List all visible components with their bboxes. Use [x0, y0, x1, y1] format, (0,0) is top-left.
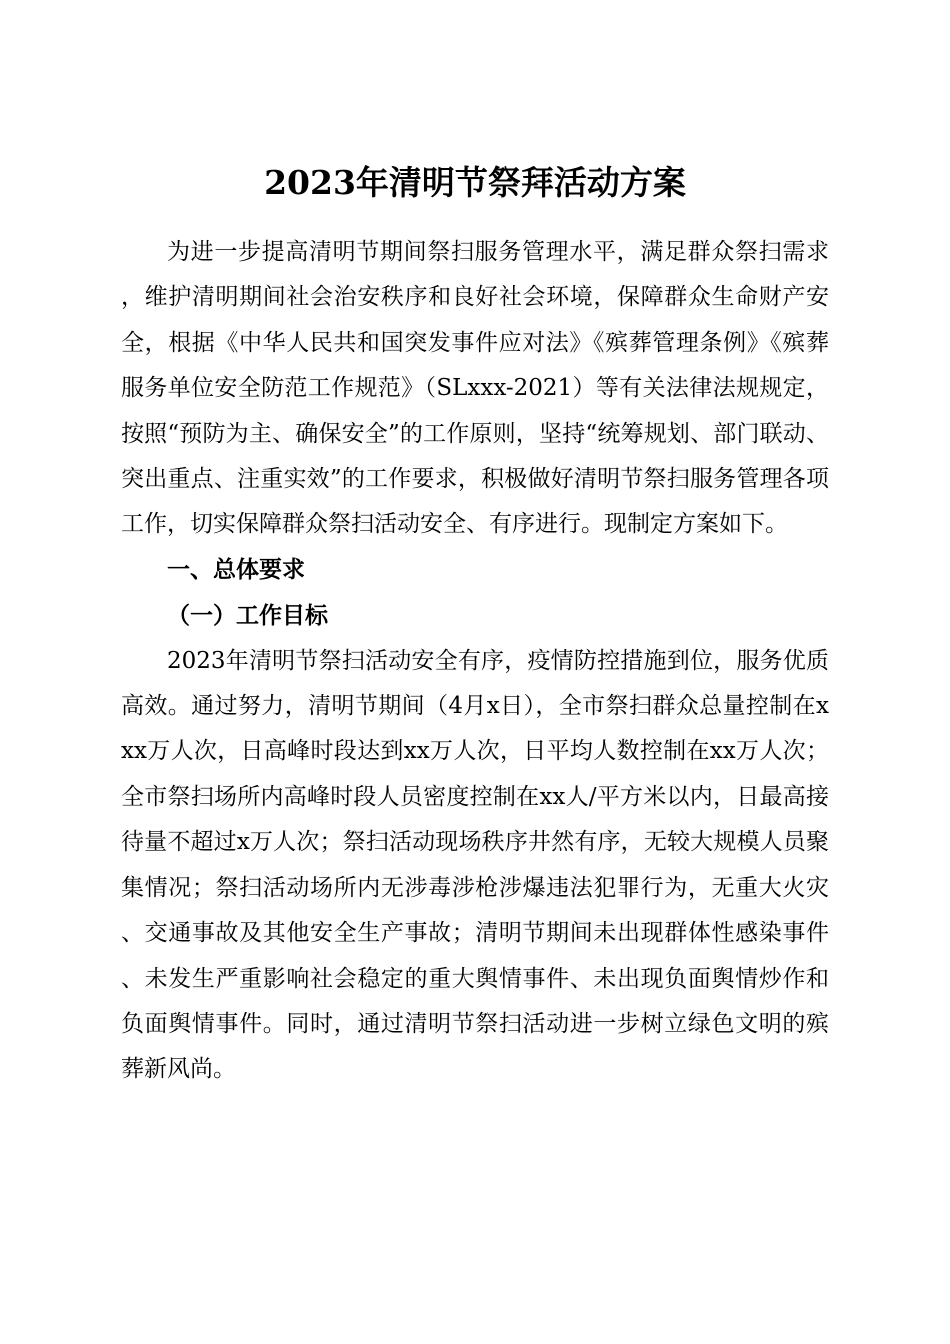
goal-paragraph: 2023年清明节祭扫活动安全有序，疫情防控措施到位，服务优质高效。通过努力，清明节期间（4月x日），全市祭扫群众总量控制在xxx万人次，日高峰时段达到xx万人次，日平均人数控制在xx万人次；全市祭扫场所内高峰时段人员密度控制在xx人/平方米以内，日最高接待量不超过x万人次；祭扫活动现场秩序井然有序，无较大规模人员聚集情况；祭扫活动场所内无涉毒涉枪涉爆违法犯罪行为，无重大火灾、交通事故及其他安全生产事故；清明节期间未出现群体性感染事件、未发生严重影响社会稳定的重大舆情事件、未出现负面舆情炒作和负面舆情事件。同时，通过清明节祭扫活动进一步树立绿色文明的殡葬新风尚。 [121, 647, 829, 1083]
section-heading-overall-requirements: 一、总体要求 [167, 556, 305, 583]
document-body [121, 230, 829, 1093]
document-title: 2023年清明节祭拜活动方案 [264, 163, 686, 203]
intro-paragraph: 为进一步提高清明节期间祭扫服务管理水平，满足群众祭扫需求，维护清明期间社会治安秩序和良好社会环境，保障群众生命财产安全，根据《中华人民共和国突发事件应对法》《殡葬管理条例》《殡葬服务单位安全防范工作规范》（SLxxx-2021）等有关法律法规规定，按照“预防为主、确保安全”的工作原则，坚持“统筹规划、部门联动、突出重点、注重实效”的工作要求，积极做好清明节祭扫服务管理各项工作，切实保障群众祭扫活动安全、有序进行。现制定方案如下。 [121, 239, 829, 538]
subsection-heading-work-goals: （一）工作目标 [167, 602, 328, 630]
